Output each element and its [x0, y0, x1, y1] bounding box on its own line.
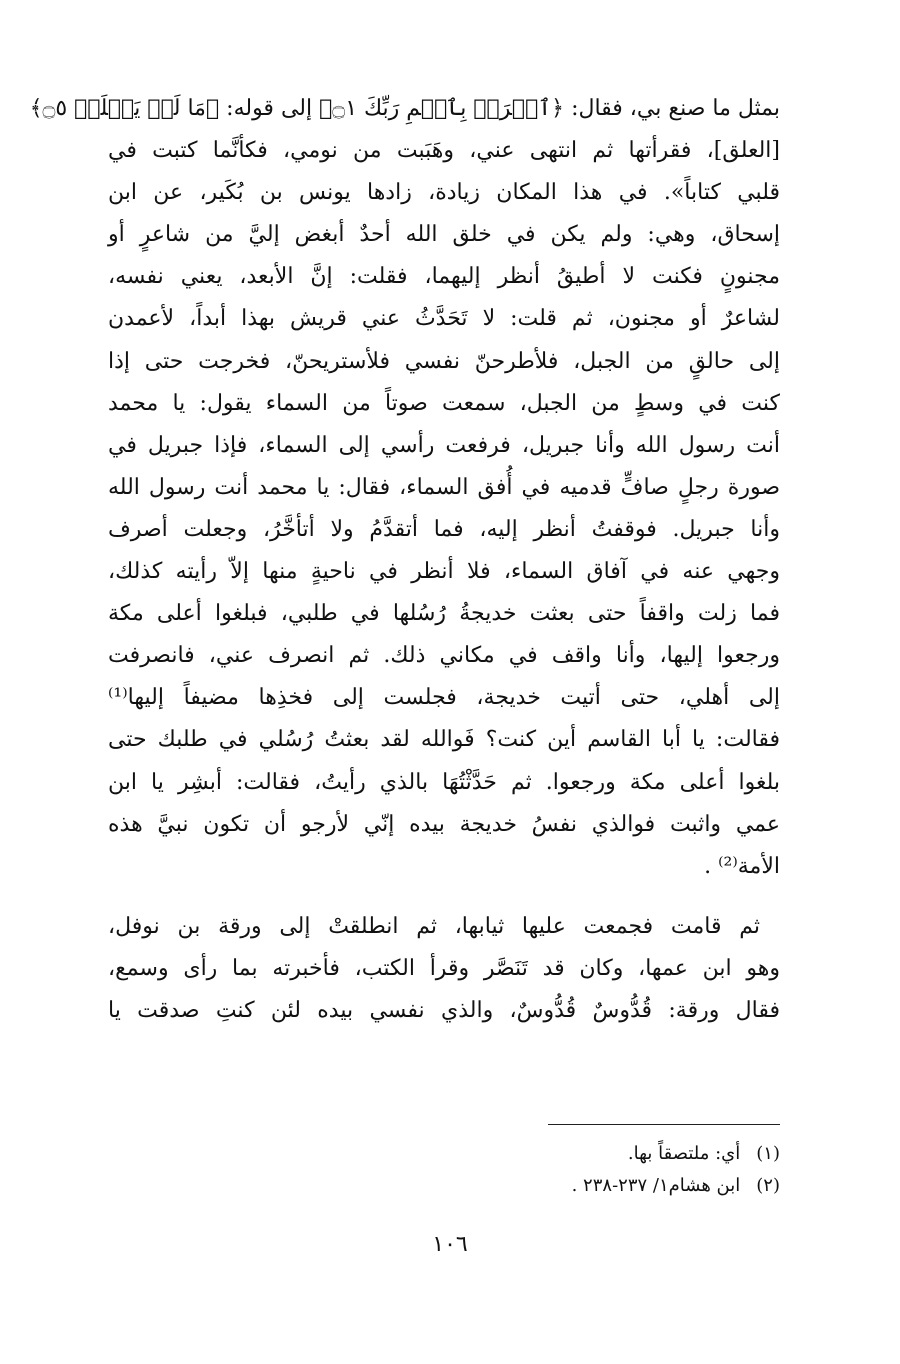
text-line: صورة رجلٍ صافٍّ قدميه في أُفق السماء، فقال: يا محمد أنت رسول الله: [108, 474, 780, 500]
text-line: وهو ابن عمها، وكان قد تَنَصَّر وقرأ الكتب، فأخبرته بما رأى وسمع،: [108, 955, 780, 981]
text-line: قلبي كتاباً». في هذا المكان زيادة، زادها يونس بن بُكَير، عن ابن: [108, 180, 780, 206]
text-line: كنت في وسطٍ من الجبل، سمعت صوتاً من السماء يقول: يا محمد: [108, 390, 780, 416]
footnotes: [108, 1138, 780, 1202]
paragraph-2: [108, 906, 780, 1032]
text-line: إسحاق، وهي: ولم يكن في خلق الله أحدٌ أبغض إليَّ من شاعرٍ أو: [108, 222, 780, 248]
text-line: فقالت: يا أبا القاسم أين كنت؟ فَوالله لقد بعثتُ رُسُلي في طلبك حتى: [108, 727, 780, 753]
footnote-number: (٢): [756, 1175, 780, 1196]
text-line: فما زلت واقفاً حتى بعثت خديجةُ رُسُلها في طلبي، فبلغوا أعلى مكة: [108, 601, 780, 627]
text-line: بلغوا أعلى مكة ورجعوا. ثم حَدَّثْتُهَا بالذي رأيتُ، فقالت: أبشِر يا ابن: [108, 769, 780, 795]
footnote-item: [108, 1138, 780, 1170]
footnote-separator: [548, 1124, 780, 1125]
text-line: وجهي عنه في آفاق السماء، فلا أنظر في ناحيةٍ منها إلاّ رأيته كذلك،: [108, 559, 780, 585]
paragraph-1: [29, 88, 780, 888]
text-line: بمثل ما صنع بي، فقال: ﴿ٱقۡرَأۡ بِٱسۡمِ رَبِّكَ ۝١﴾ إلى قوله: ﴿مَا لَمۡ يَعۡلَمۡ ۝٥﴾: [29, 96, 780, 121]
text-line: إلى أهلي، حتى أتيت خديجة، فجلست إلى فخذِها مضيفاً إليها⁽¹⁾: [108, 685, 780, 711]
footnote-text: أي: ملتصقاً بها.: [627, 1143, 741, 1164]
text-line: أنت رسول الله وأنا جبريل، فرفعت رأسي إلى السماء، فإذا جبريل في: [108, 432, 780, 458]
footnote-item: [108, 1170, 780, 1202]
text-line: مجنونٍ فكنت لا أطيقُ أنظر إليهما، فقلت: إنَّ الأبعد، يعني نفسه،: [108, 264, 780, 290]
text-line: إلى حالقٍ من الجبل، فلأطرحنّ نفسي فلأستريحنّ، فخرجت حتى إذا: [108, 348, 780, 374]
footnote-number: (١): [756, 1143, 780, 1164]
page-body: [29, 88, 780, 1032]
text-line: ثم قامت فجمعت عليها ثيابها، ثم انطلقتْ إلى ورقة بن نوفل،: [108, 913, 760, 939]
text-line: فقال ورقة: قُدُّوسٌ قُدُّوسٌ، والذي نفسي بيده لئن كنتِ صدقت يا: [108, 997, 780, 1023]
text-line: عمي واثبت فوالذي نفسُ خديجة بيده إنّي لأرجو أن تكون نبيَّ هذه: [108, 811, 780, 837]
footnote-text: ابن هشام١/ ٢٣٧-٢٣٨ .: [571, 1175, 741, 1196]
text-line: وأنا جبريل. فوقفتُ أنظر إليه، فما أتقدَّمُ ولا أتأخَّرُ، وجعلت أصرف: [108, 516, 780, 542]
text-line: لشاعرٌ أو مجنون، ثم قلت: لا تَحَدَّثُ عني قريش بهذا أبداً، لأعمدن: [108, 306, 780, 332]
text-line: [العلق]، فقرأتها ثم انتهى عني، وهَبَبت من نومي، فكأنَّما كتبت في: [108, 138, 780, 164]
text-line: ورجعوا إليها، وأنا واقف في مكاني ذلك. ثم انصرف عني، فانصرفت: [108, 643, 780, 669]
text-line: الأمة⁽²⁾ .: [704, 853, 780, 879]
page-number: ١٠٦: [432, 1232, 468, 1257]
